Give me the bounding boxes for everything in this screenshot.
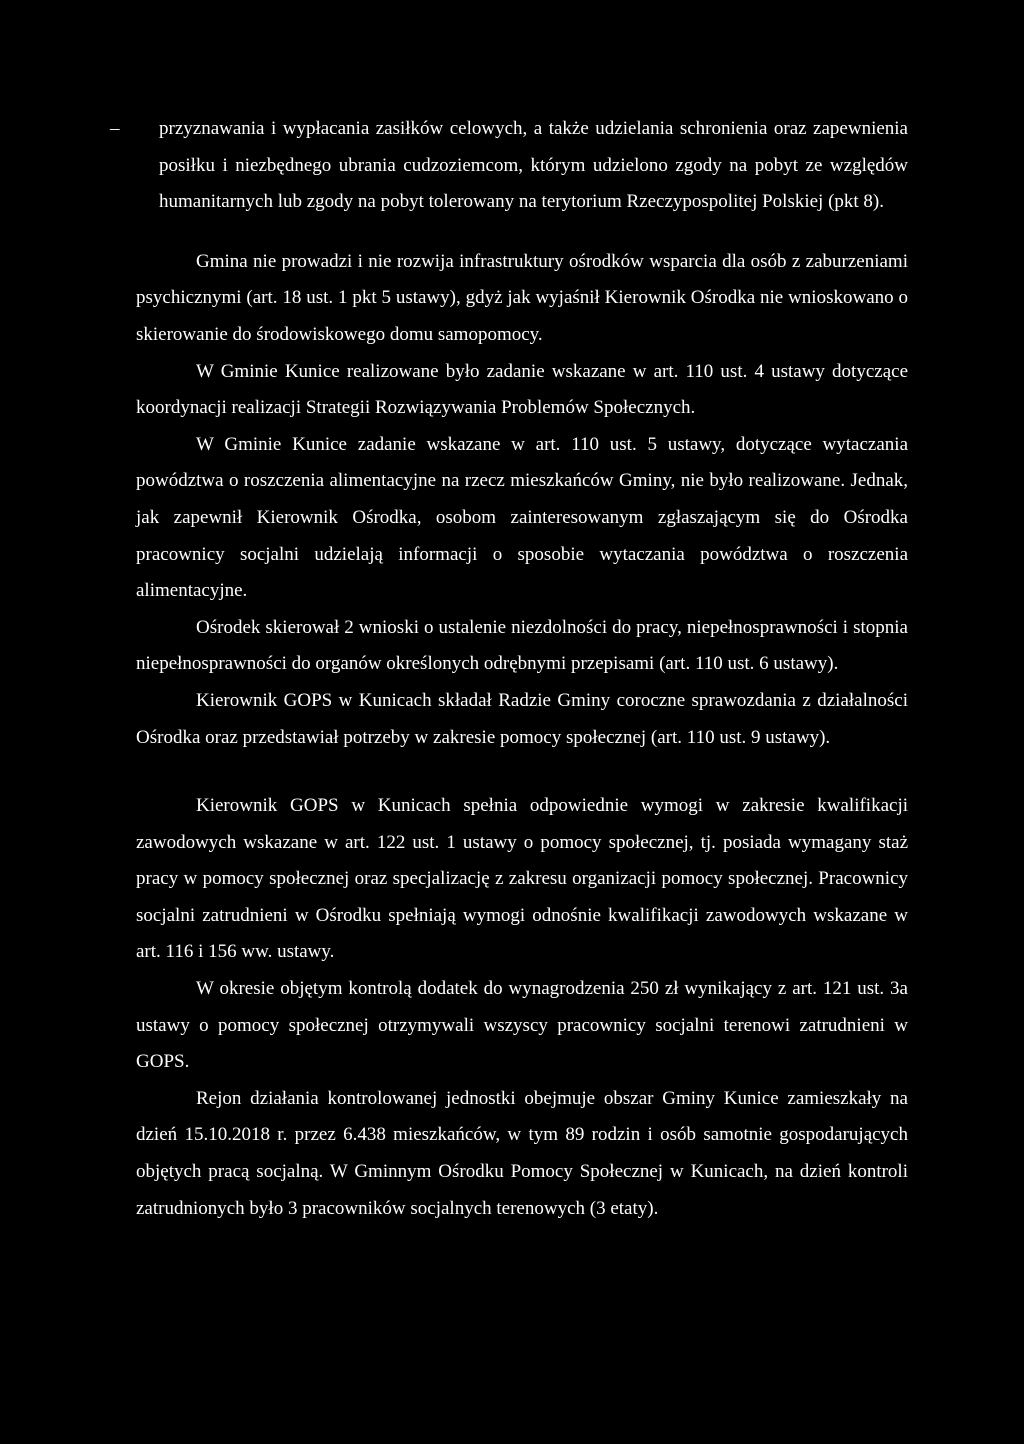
paragraph-salary-bonus: W okresie objętym kontrolą dodatek do wynagrodzenia 250 zł wynikający z art. 121 ust. 3a ustawy o pomocy społecznej otrzymywali wszyscy pracownicy socjalni terenowi zatrudnieni w GOPS.: [136, 978, 908, 1073]
document-page: [110, 111, 908, 1227]
bullet-dash: –: [110, 118, 120, 139]
bullet-item-pkt-8: [110, 111, 908, 221]
bullet-text: przyznawania i wypłacania zasiłków celowych, a także udzielania schronienia oraz zapewnienia posiłku i niezbędnego ubrania cudzoziemcom, którym udzielono zgody na pobyt ze względów humanitarnych lub zgody na pobyt tolerowany na terytorium Rzeczypospolitej Polskiej (pkt 8).: [159, 118, 908, 213]
paragraph-disability-requests: Ośrodek skierował 2 wnioski o ustalenie niezdolności do pracy, niepełnosprawności i stopnia niepełnosprawności do organów określonych odrębnymi przepisami (art. 110 ust. 6 ustawy).: [136, 616, 908, 675]
paragraph-qualifications: Kierownik GOPS w Kunicach spełnia odpowiednie wymogi w zakresie kwalifikacji zawodowych wskazane w art. 122 ust. 1 ustawy o pomocy społecznej, tj. posiada wymagany staż pracy w pomocy społecznej oraz specjalizację z zakresu organizacji pomocy społecznej. Pracownicy socjalni zatrudnieni w Ośrodku spełniają wymogi odnośnie kwalifikacji zawodowych wskazane w art. 116 i 156 ww. ustawy.: [136, 795, 908, 963]
paragraph-alimony: W Gminie Kunice zadanie wskazane w art. 110 ust. 5 ustawy, dotyczące wytaczania powództwa o roszczenia alimentacyjne na rzecz mieszkańców Gminy, nie było realizowane. Jednak, jak zapewnił Kierownik Ośrodka, osobom zainteresowanym zgłaszającym się do Ośrodka pracownicy socjalni udzielają informacji o sposobie wytaczania powództwa o roszczenia alimentacyjne.: [136, 433, 908, 602]
paragraph-infrastructure: Gmina nie prowadzi i nie rozwija infrastruktury ośrodków wsparcia dla osób z zaburzeniami psychicznymi (art. 18 ust. 1 pkt 5 ustawy), gdyż jak wyjaśnił Kierownik Ośrodka nie wnioskowano o skierowanie do środowiskowego domu samopomocy.: [136, 250, 908, 345]
paragraph-strategy: W Gminie Kunice realizowane było zadanie wskazane w art. 110 ust. 4 ustawy dotyczące koordynacji realizacji Strategii Rozwiązywania Problemów Społecznych.: [136, 360, 908, 419]
paragraph-service-area: Rejon działania kontrolowanej jednostki obejmuje obszar Gminy Kunice zamieszkały na dzień 15.10.2018 r. przez 6.438 mieszkańców, w tym 89 rodzin i osób samotnie gospodarujących objętych pracą socjalną. W Gminnym Ośrodku Pomocy Społecznej w Kunicach, na dzień kontroli zatrudnionych było 3 pracowników socjalnych terenowych (3 etaty).: [136, 1087, 908, 1219]
paragraph-annual-reports: Kierownik GOPS w Kunicach składał Radzie Gminy coroczne sprawozdania z działalności Ośrodka oraz przedstawiał potrzeby w zakresie pomocy społecznej (art. 110 ust. 9 ustawy).: [136, 689, 908, 748]
